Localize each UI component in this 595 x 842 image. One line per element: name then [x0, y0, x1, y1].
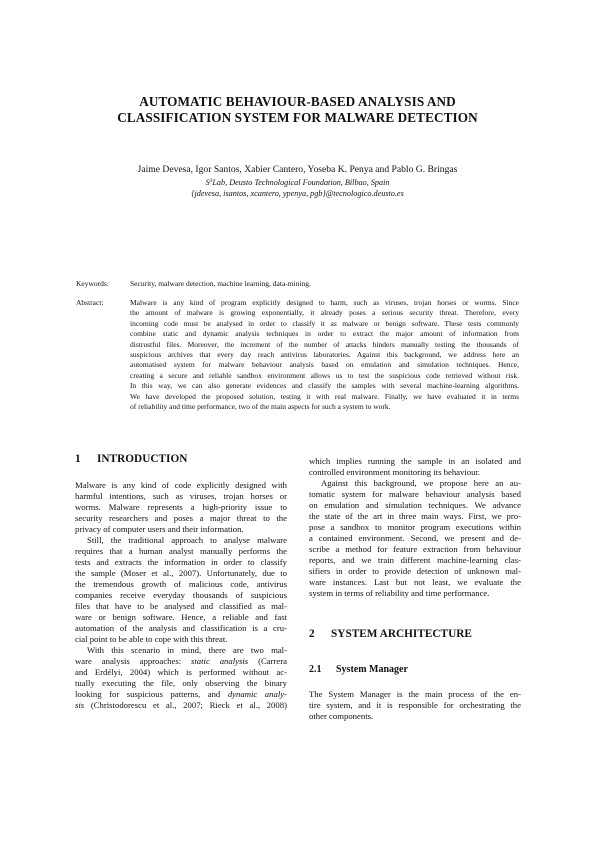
- body-line: worms. Malware represents a high-priority issue to: [75, 502, 287, 512]
- keywords-text: Security, malware detection, machine learning, data-mining.: [130, 279, 311, 288]
- body-line: the sample (Moser et al., 2007). Unfortunately, due to: [75, 568, 287, 578]
- body-line: which implies running the sample in an isolated and: [309, 456, 521, 466]
- abstract-line: suspicious archives that every day reach antivirus laboratories. Against this background, we address here an: [130, 349, 519, 359]
- section-heading-introduction: [75, 453, 187, 465]
- body-line: tire system, and it is responsible for orchestrating the: [309, 700, 521, 710]
- body-line: looking for suspicious patterns, and dynamic analy-: [75, 689, 287, 699]
- abstract-line: Malware is any kind of program explicitly designed to harm, such as viruses, trojan horses or worms. Since: [130, 298, 519, 307]
- body-line: the state of the art in three main ways. First, we pro-: [309, 511, 521, 521]
- body-line: privacy of computer users and their information.: [75, 524, 244, 534]
- body-line: Against this background, we propose here an au-: [321, 478, 521, 488]
- title-line-2: CLASSIFICATION SYSTEM FOR MALWARE DETECTION: [117, 110, 478, 125]
- body-line: ware analysis approaches: static analysis (Carrera: [75, 656, 287, 666]
- body-line: pose a sandbox to monitor program executions within: [309, 522, 521, 532]
- subsection-number: 2.1: [309, 664, 322, 675]
- abstract-line: incoming code must be analysed in order to classify it as malware or benign software. These tests commonly: [130, 318, 519, 328]
- body-line: ware or benign software. Hence, a reliable and fast: [75, 612, 287, 622]
- abstract-line: the amount of malware is growing exponentially, it already poses a serious security threat. Therefore, every: [130, 308, 519, 318]
- title-line-1: AUTOMATIC BEHAVIOUR-BASED ANALYSIS AND: [139, 94, 456, 109]
- body-line: on emulation and simulation techniques. We advance: [309, 500, 521, 510]
- body-line: controlled environment monitoring its behaviour.: [309, 467, 481, 477]
- subsection-title: System Manager: [336, 664, 408, 675]
- affiliation-prefix: S: [205, 178, 210, 187]
- body-line: tually executing the file, only observing the binary: [75, 678, 287, 688]
- affiliation: [60, 177, 535, 188]
- abstract-line: In this way, we can also generate evidences and classify the samples with several machine-learning algorithms.: [130, 381, 519, 391]
- section-number: 1: [75, 453, 81, 465]
- abstract-label: Abstract:: [76, 298, 104, 307]
- body-line: reports, and we train different machine-learning clas-: [309, 555, 521, 565]
- abstract-line: combine static and dynamic analysis techniques in order to extract the major amount of information from: [130, 329, 519, 339]
- abstract-line: of reliability and time performance, two of the main aspects for such a system to work.: [130, 401, 391, 411]
- abstract-line: automatised system for malware behaviour analysis based on emulation and simulation techniques. Hence,: [130, 360, 519, 370]
- abstract-body: [130, 298, 519, 412]
- abstract-line: distrustful files. Moreover, the increment of the number of attacks hinders manually testing the thousands of: [130, 339, 519, 349]
- author-emails: {jdevesa, isantos, xcantero, ypenya, pgb}@tecnologico.deusto.es: [191, 189, 404, 198]
- body-line: sifiers in order to provide detection of unknown mal-: [309, 566, 521, 576]
- author-list: Jaime Devesa, Igor Santos, Xabier Cantero, Yoseba K. Penya and Pablo G. Bringas: [137, 164, 458, 175]
- body-line: Malware is any kind of code explicitly designed with: [75, 480, 287, 490]
- body-line: ware instances. Last but not least, we evaluate the: [309, 577, 521, 587]
- body-line: tomatic system for malware behaviour analysis based: [309, 489, 521, 499]
- body-line: tests and extracts the information in order to classify: [75, 557, 287, 567]
- abstract-line: creating a secure and reliable sandbox environment allows us to test the suspicious code retrieved without risk.: [130, 370, 519, 380]
- section-title: SYSTEM ARCHITECTURE: [331, 628, 472, 640]
- body-line: files that have to be analysed and classified as mal-: [75, 601, 287, 611]
- body-line: sis (Christodorescu et al., 2007; Rieck et al., 2008): [75, 700, 287, 710]
- keywords-label: Keywords:: [76, 279, 109, 288]
- body-line: a contained environment. Second, we present and de-: [309, 533, 521, 543]
- body-line: security researchers and poses a major threat to the: [75, 513, 287, 523]
- body-line: Still, the traditional approach to analyse malware: [87, 535, 287, 545]
- body-line: cial point to be able to cope with this threat.: [75, 634, 228, 644]
- section-number: 2: [309, 628, 315, 640]
- section-title: INTRODUCTION: [97, 453, 188, 465]
- section-heading-system-architecture: [309, 628, 472, 640]
- body-line: companies receive everyday thousands of suspicious: [75, 590, 287, 600]
- body-line: and Erdélyi, 2004) which is performed without ac-: [75, 667, 287, 677]
- body-line: harmful intentions, such as viruses, trojan horses or: [75, 491, 287, 501]
- paper-title: [60, 94, 535, 126]
- body-line: requires that a human analyst manually performs the: [75, 546, 287, 556]
- subsection-heading-system-manager: [309, 664, 408, 675]
- body-line: the tremendous growth of malicious code, antivirus: [75, 579, 287, 589]
- body-line: other components.: [309, 711, 374, 721]
- body-line: scribe a method for feature extraction from behaviour: [309, 544, 521, 554]
- affiliation-superscript: 3: [209, 178, 213, 184]
- body-line: system in terms of reliability and time performance.: [309, 588, 490, 598]
- body-line: The System Manager is the main process of the en-: [309, 689, 521, 699]
- body-line: With this scenario in mind, there are two mal-: [87, 645, 287, 655]
- abstract-line: We have developed the proposed solution, testing it with real malware. Finally, we have evaluated it in terms: [130, 391, 519, 401]
- affiliation-rest: Lab, Deusto Technological Foundation, Bilbao, Spain: [212, 178, 390, 187]
- body-line: automation of the analysis and classification is a cru-: [75, 623, 287, 633]
